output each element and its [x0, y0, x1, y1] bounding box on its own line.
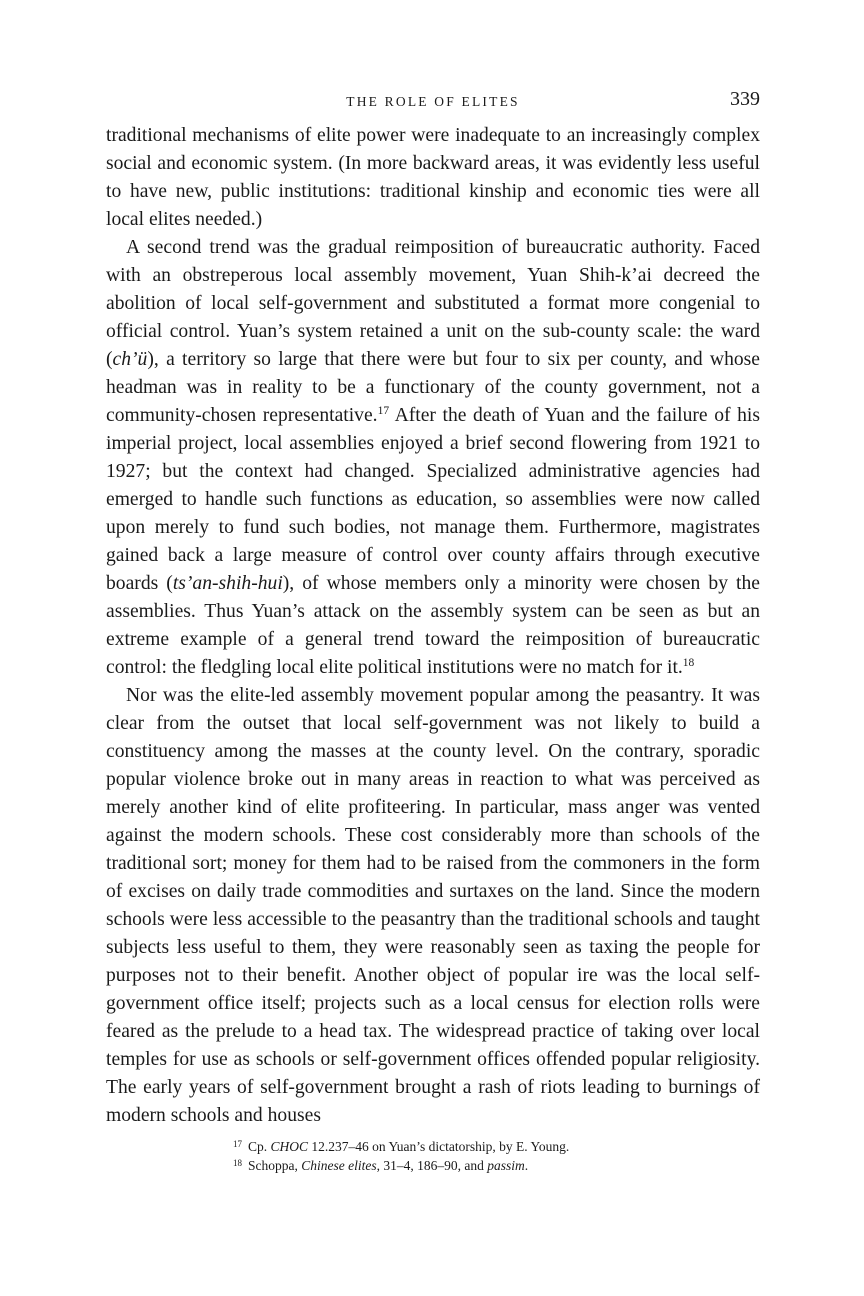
- footnote: [233, 1137, 760, 1156]
- running-title: THE ROLE OF ELITES: [346, 94, 520, 109]
- body-text: [106, 122, 760, 1130]
- text-run: , 31–4, 186–90, and: [376, 1158, 488, 1173]
- text-run: 12.237–46 on Yuan’s dictatorship, by E. Young.: [308, 1139, 570, 1154]
- running-header: [106, 88, 760, 118]
- paragraph: [106, 122, 760, 234]
- footnote-number: 18: [233, 1158, 242, 1168]
- text-run: Cp.: [248, 1139, 271, 1154]
- footnote: [233, 1156, 760, 1175]
- text-run: A second trend was the gradual reimposition of bureaucratic authority. Faced with an obstreperous local assembly movement, Yuan Shih-k’ai decreed the abolition of local self-government and substituted a format more congenial to official control. Yuan’s system retained a unit on the sub-county scale: the ward (: [106, 237, 760, 370]
- italic-text: Chinese elites: [301, 1158, 377, 1173]
- text-run: ), a territory so large that there were but four to six per county, and whose headman was in reality to be a functionary of the county government, not a community-chosen representative.: [106, 349, 760, 426]
- text-run: Schoppa,: [248, 1158, 302, 1173]
- italic-text: passim: [487, 1158, 525, 1173]
- page-number: 339: [730, 88, 760, 110]
- text-run: ), of whose members only a minority were chosen by the assemblies. Thus Yuan’s attack on the assembly system can be seen as but an extreme example of a general trend toward the reimposition of bureaucratic control: the fledgling local elite political institutions were no match for it.: [106, 573, 760, 678]
- footnote-reference: 18: [682, 657, 695, 669]
- italic-text: ts’an-shih-hui: [172, 573, 283, 594]
- text-run: Nor was the elite-led assembly movement popular among the peasantry. It was clear from the outset that local self-government was not likely to build a constituency among the masses at the county level. On the contrary, sporadic popular violence broke out in many areas in reaction to what was perceived as merely another kind of elite profiteering. In particular, mass anger was vented against the modern schools. These cost considerably more than schools of the traditional sort; money for them had to be raised from the commoners in the form of excises on daily trade commodities and surtaxes on the land. Since the modern schools were less accessible to the peasantry than the traditional schools and taught subjects less useful to them, they were reasonably seen as taxing the people for purposes not to their benefit. Another object of popular ire was the local self-government office itself; projects such as a local census for election rolls were feared as the prelude to a head tax. The widespread practice of taking over local temples for use as schools or self-government offices offended popular religiosity. The early years of self-government brought a rash of riots leading to burnings of modern schools and houses: [106, 685, 760, 1126]
- paragraph: [106, 234, 760, 682]
- italic-text: ch’ü: [112, 349, 148, 370]
- footnotes: [106, 1137, 760, 1175]
- book-page: [106, 88, 760, 1175]
- footnote-reference: 17: [377, 405, 390, 417]
- text-run: .: [524, 1158, 529, 1173]
- footnote-number: 17: [233, 1139, 242, 1149]
- text-run: After the death of Yuan and the failure of his imperial project, local assemblies enjoyed a brief second flowering from 1921 to 1927; but the context had changed. Specialized administrative agencies had emerged to handle such functions as education, so assemblies were now called upon merely to fund such bodies, not manage them. Furthermore, magistrates gained back a large measure of control over county affairs through executive boards (: [106, 405, 760, 594]
- text-run: traditional mechanisms of elite power were inadequate to an increasingly complex social and economic system. (In more backward areas, it was evidently less useful to have new, public institutions: traditional kinship and economic ties were all local elites needed.): [106, 125, 760, 230]
- italic-text: CHOC: [270, 1139, 309, 1154]
- paragraph: [106, 682, 760, 1130]
